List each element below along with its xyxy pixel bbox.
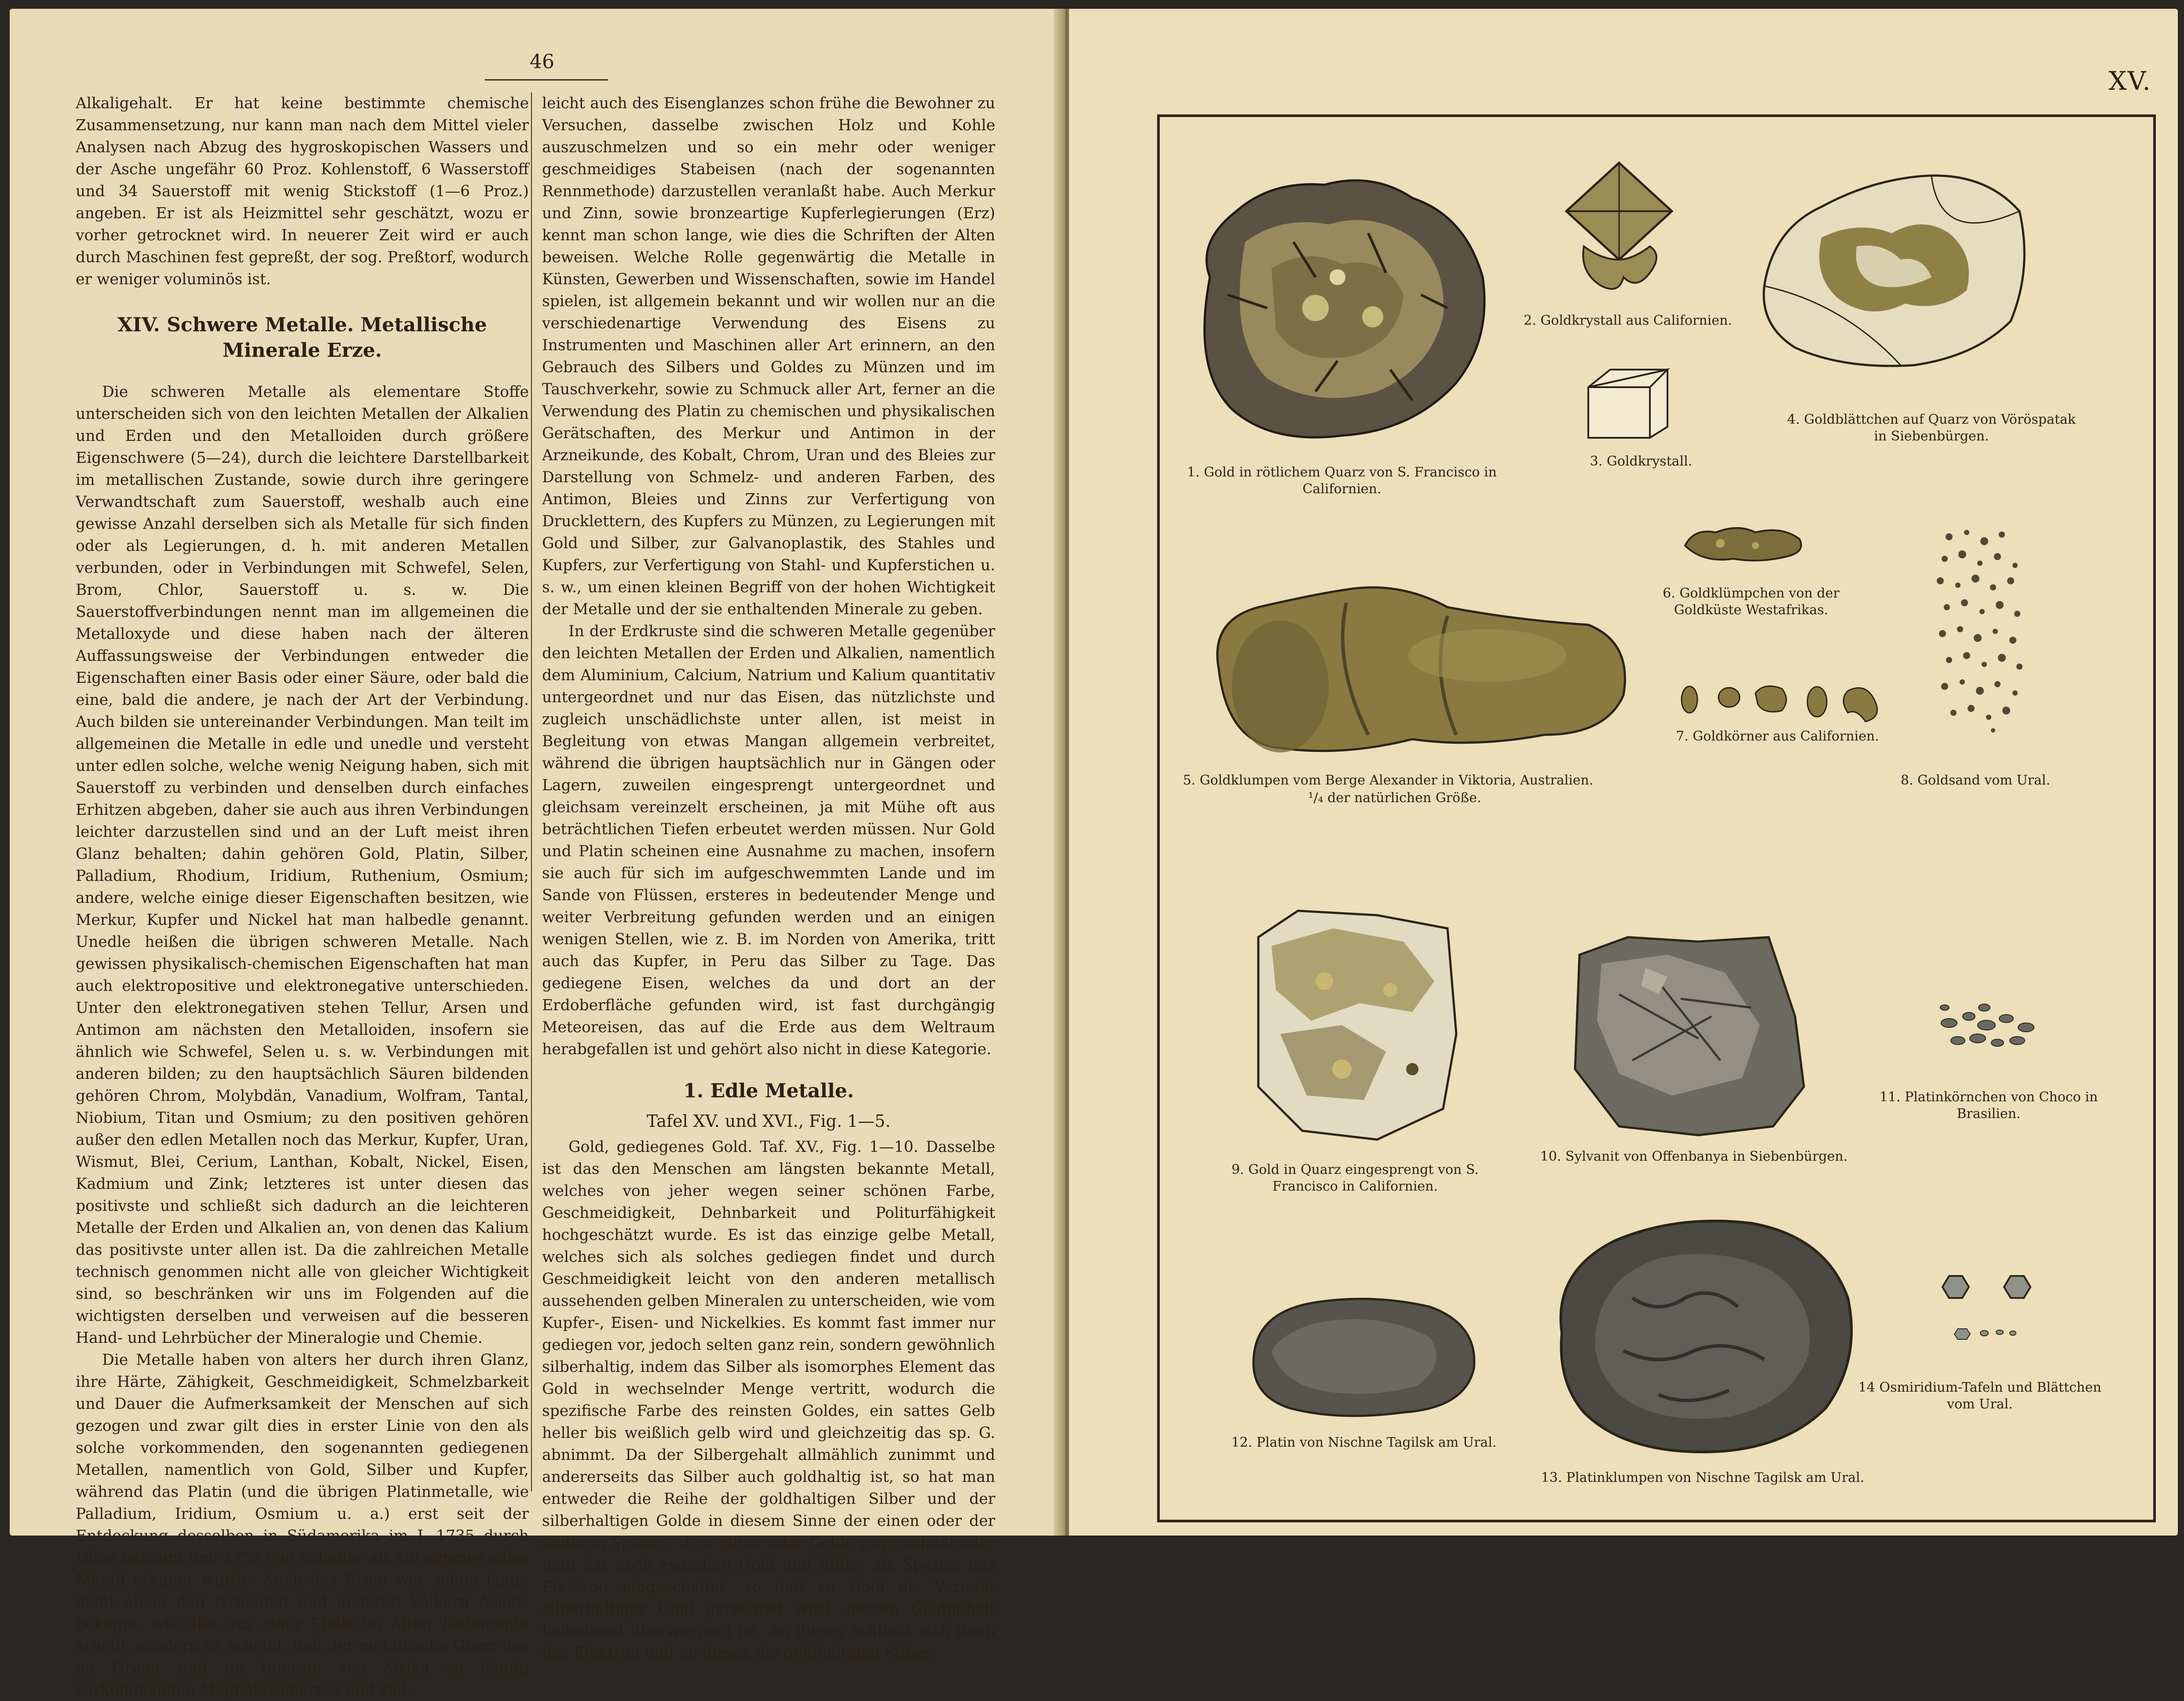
fig8-gold-sand-image [1931,524,2028,735]
fig7-gold-grains-image [1676,673,1887,730]
plate-number: XV. [2108,66,2151,96]
fig10-caption: 10. Sylvanit von Offenbanya in Siebenbürgen. [1540,1149,1848,1164]
fig12-platinum-image [1245,1289,1483,1421]
fig14-osmiridium-image [1931,1267,2046,1355]
fig11-platinum-grains-image [1931,997,2046,1058]
fig4-gold-leaves-on-quartz-image [1755,158,2037,387]
paragraph-intro: Alkaligehalt. Er hat keine bestimmte chemische Zusammensetzung, nur kann man nach dem Mittel vieler Analysen nach Abzug des hygroskopischen Wassers und der Asche ungefähr 60 Proz. Kohlenstoff, 6 Wasserstoff und 34 Sauerstoff mit wenig Stickstoff (1—6 Proz.) angeben. Er ist als Heizmittel sehr geschätzt, wozu er vorher getrocknet wird. In neuerer Zeit wird er auch durch Maschinen fest gepreßt, der sog. Preßtorf, wodurch er weniger voluminös ist. [76,95,529,288]
fig7-caption: 7. Goldkörner aus Californien. [1676,729,1879,744]
fig5-gold-nugget-image [1201,568,1641,766]
fig3-gold-crystal-image [1579,361,1681,440]
fig3-caption: 3. Goldkrystall. [1590,454,1693,469]
plate-reference: Tafel XV. und XVI., Fig. 1—5. [646,1111,891,1131]
fig5-scale-note: ¹/₄ der natürlichen Größe. [1308,790,1481,806]
fig9-gold-in-quartz-image [1245,902,1465,1148]
fig5-caption: 5. Goldklumpen vom Berge Alexander in Viktoria, Australien. [1183,773,1594,788]
fig13-platinum-nugget-image [1544,1210,1861,1456]
paragraph-history: Die Metalle haben von alters her durch ihren Glanz, ihre Härte, Zähigkeit, Geschmeidigkeit, Schmelzbarkeit und Dauer die Aufmerksamkeit der Menschen auf sich gezogen und zwar gilt dies in erster Linie von den als solche vorkommenden, den sogenannten gediegenen Metallen, namentlich von Gold, Silber und Kupfer, während das Platin (und die übrigen Platinmetalle, wie Palladium, Iridium, Osmium u. a.) erst seit der Entdeckung desselben in Südamerika im J. 1735 durch Ulloa bekannt und 1752 von Scheffer als ein eigenes edles Metall erkannt wurde. Auch das Eisen war schon lange nicht allein den Israeliten und anderen Völkern Asiens bekannt, wie dies aus einer Stelle im Alten Testamente erhellt, sondern es scheint, daß der metallische Glanz des im Orient und im Inneren von Afrika so häufig vorkommenden Magneteisenerzes und viel- [76,1351,529,1699]
page-number: 46 [530,51,554,73]
fig6-gold-lumps-image [1681,519,1808,568]
header-rule [485,79,608,81]
text-column-left [76,92,529,1701]
fig4-caption: 4. Goldblättchen auf Quarz von Vöröspatak in Siebenbürgen. [1787,412,2076,444]
right-page [1069,9,2178,1536]
paragraph-earth-crust: In der Erdkruste sind die schweren Metalle gegenüber den leichten Metallen der Erden und Alkalien, namentlich dem Aluminium, Calcium, Natrium und Kalium quantitativ untergeordnet und nur das Eisen, das nützlichste und zugleich unschädlichste unter allen, ist meist in Begleitung von etwas Mangan allgemein verbreitet, während die übrigen hauptsächlich nur in Gängen oder Lagern, zuweilen eingesprengt untergeordnet und gleichsam vereinzelt erscheinen, ja mit Mühe oft aus beträchtlichen Tiefen erbeutet werden müssen. Nur Gold und Platin scheinen eine Ausnahme zu machen, insofern sie auch für sich im aufgeschwemmten Lande und im Sande von Flüssen, ersteres in bedeutender Menge und weiter Verbreitung gefunden werden und an einigen wenigen Stellen, wie z. B. im Norden von Amerika, tritt auch das Kupfer, in Peru das Silber zu Tage. Das gediegene Eisen, welches da und dort an der Erdoberfläche gefunden wird, ist fast durchgängig Meteoreisen, das auf die Erde aus dem Weltraum herabgefallen ist und gehört also nicht in diese Kategorie. [542,623,995,1058]
paragraph-gold: Gold, gediegenes Gold. Taf. XV., Fig. 1—10. Dasselbe ist das den Menschen am längsten bekannte Metall, welches von jeher wegen seiner schönen Farbe, Geschmeidigkeit, Dehnbarkeit und Politurfähigkeit hochgeschätzt wurde. Es ist das einzige gelbe Metall, welches sich als solches gediegen findet und durch Geschmeidigkeit leicht von den anderen metallisch aussehenden gelben Mineralen zu unterscheiden, wie vom Kupfer-, Eisen- und Nickelkies. Es kommt fast immer nur gediegen vor, jedoch selten ganz rein, sondern gewöhnlich silberhaltig, indem das Silber als isomorphes Element das Gold in wechselnder Menge vertritt, wodurch die spezifische Farbe des reinsten Goldes, ein sattes Gelb heller bis weißlich gelb wird und gleichzeitig das sp. G. abnimmt. Da der Silbergehalt allmählich zunimmt und andererseits das Silber auch goldhaltig ist, so hat man entweder die Reihe der goldhaltigen Silber und der silberhaltigen Golde in diesem Sinne der einen oder der anderen Spezies, dem Silber oder Golde zugerechnet oder man hat noch zwischen Gold und Silber als Spezies das Elektron eingeschaltet, so daß zu Gold als Varietät silberhaltiges Gold gerechnet wird, dessen Goldgehalt bedeutend überwiegend ist. An dieses schließt sich dann das Elektron und an dieses die goldhaltigen Silber, [542,1138,995,1662]
fig10-sylvanite-image [1566,928,1813,1140]
section-heading: XIV. Schwere Metalle. Metallische Minerale Erze. [117,314,487,362]
fig13-caption: 13. Platinklumpen von Nischne Tagilsk am Ural. [1541,1470,1865,1485]
paragraph-uses: leicht auch des Eisenglanzes schon frühe die Bewohner zu Versuchen, dasselbe zwischen Holz und Kohle auszuschmelzen und so ein mehr oder weniger geschmeidiges Stabeisen (nach der sogenannten Rennmethode) darzustellen veranlaßt habe. Auch Merkur und Zinn, sowie bronzeartige Kupferlegierungen (Erz) kennt man schon lange, wie dies die Schriften der Alten beweisen. Welche Rolle gegenwärtig die Metalle in Künsten, Gewerben und Wissenschaften, sowie im Handel spielen, ist allgemein bekannt und wir wollen nur an die verschiedenartige Verwendung des Eisens zu Instrumenten und Maschinen aller Art erinnern, an den Gebrauch des Silbers und Goldes zu Münzen und im Tauschverkehr, sowie zu Schmuck aller Art, ferner an die Verwendung des Platin zu chemischen und physikalischen Gerätschaften, des Merkur und Antimon in der Arzneikunde, des Kobalt, Chrom, Uran und des Bleies zur Darstellung von Schmelz- und anderen Farben, des Antimon, Bleies und Zinns zur Verfertigung von Drucklettern, des Kupfers zu Münzen, zu Legierungen mit Gold und Silber, zur Galvanoplastik, des Stahles und Kupfers, zur Verfertigung von Stahl- und Kupferstichen u. s. w., um einen kleinen Begriff von der hohen Wichtigkeit der Metalle und der sie enthaltenden Minerale zu geben. [542,95,995,618]
fig12-caption: 12. Platin von Nischne Tagilsk am Ural. [1231,1435,1497,1450]
fig2-caption: 2. Goldkrystall aus Californien. [1524,313,1732,328]
fig6-caption: 6. Goldklümpchen von der Goldküste Westafrikas. [1663,586,1840,618]
subheading-noble-metals: 1. Edle Metalle. [683,1080,854,1102]
fig11-caption: 11. Platinkörnchen von Choco in Brasilien. [1879,1089,2098,1122]
fig1-gold-in-quartz-image [1184,163,1500,453]
paragraph-heavy-metals: Die schweren Metalle als elementare Stoffe unterscheiden sich von den leichten Metallen der Alkalien und Erden und den Metalloiden durch größere Eigenschwere (5—24), durch die leichtere Darstellbarkeit im metallischen Zustande, sowie durch ihre geringere Verwandtschaft zum Sauerstoff, weshalb auch eine gewisse Anzahl derselben sich als Metalle für sich finden oder als Legierungen, d. h. mit anderen Metallen verbunden, oder in Verbindungen mit Schwefel, Selen, Brom, Chlor, Sauerstoff u. s. w. Die Sauerstoffverbindungen nennt man im allgemeinen die Metalloxyde und diese haben nach der älteren Auffassungsweise der Verbindungen entweder die Eigenschaften einer Basis oder einer Säure, oder bald die eine, bald die andere, je nach der Art der Verbindung. Auch bilden sie untereinander Verbindungen. Man teilt im allgemeinen die Metalle in edle und unedle und versteht unter edlen solche, welche wenig Neigung haben, sich mit Sauerstoff zu verbinden und denselben durch einfaches Erhitzen abgeben, daher sie auch aus ihren Verbindungen leichter darzustellen sind und an der Luft meist ihren Glanz behalten; dahin gehören Gold, Platin, Silber, Palladium, Rhodium, Iridium, Ruthenium, Osmium; andere, welche einige dieser Eigenschaften besitzen, wie Merkur, Kupfer und Nickel hat man halbedle genannt. Unedle heißen die übrigen schweren Metalle. Nach gewissen physikalisch-chemischen Eigenschaften hat man auch elektropositive und elektronegative unterschieden. Unter den elektronegativen stehen Tellur, Arsen und Antimon am nächsten den Metalloiden, insofern sie ähnlich wie Schwefel, Selen u. s. w. Verbindungen mit anderen bilden; zu den hauptsächlich Säuren bildenden gehören Chrom, Molybdän, Vanadium, Wolfram, Tantal, Niobium, Titan und Osmium; zu den positiven gehören außer den edlen Metallen noch das Merkur, Kupfer, Uran, Wismut, Blei, Cerium, Lanthan, Kobalt, Nickel, Eisen, Kadmium und Zink; letzteres ist unter diesen das positivste und schließt sich dadurch an die leichteren Metalle der Erden und Alkalien an, von denen das Kalium das positivste unter allen ist. Da die zahlreichen Metalle technisch genommen nicht alle von gleicher Wichtigkeit sind, so beschränken wir uns im Folgenden auf die wichtigsten derselben und verweisen auf die besseren Hand- und Lehrbücher der Mineralogie und Chemie. [76,383,529,1347]
fig2-gold-crystal-image [1553,158,1685,304]
column-divider [531,92,532,1492]
left-page [10,9,1063,1699]
fig8-caption: 8. Goldsand vom Ural. [1901,773,2050,788]
fig9-caption: 9. Gold in Quarz eingesprengt von S. Francisco in Californien. [1231,1162,1479,1194]
fig14-caption: 14 Osmiridium-Tafeln und Blättchen vom Ural. [1858,1380,2102,1412]
text-column-right [542,92,995,1664]
fig1-caption: 1. Gold in rötlichem Quarz von S. Francisco in Californien. [1187,465,1497,497]
